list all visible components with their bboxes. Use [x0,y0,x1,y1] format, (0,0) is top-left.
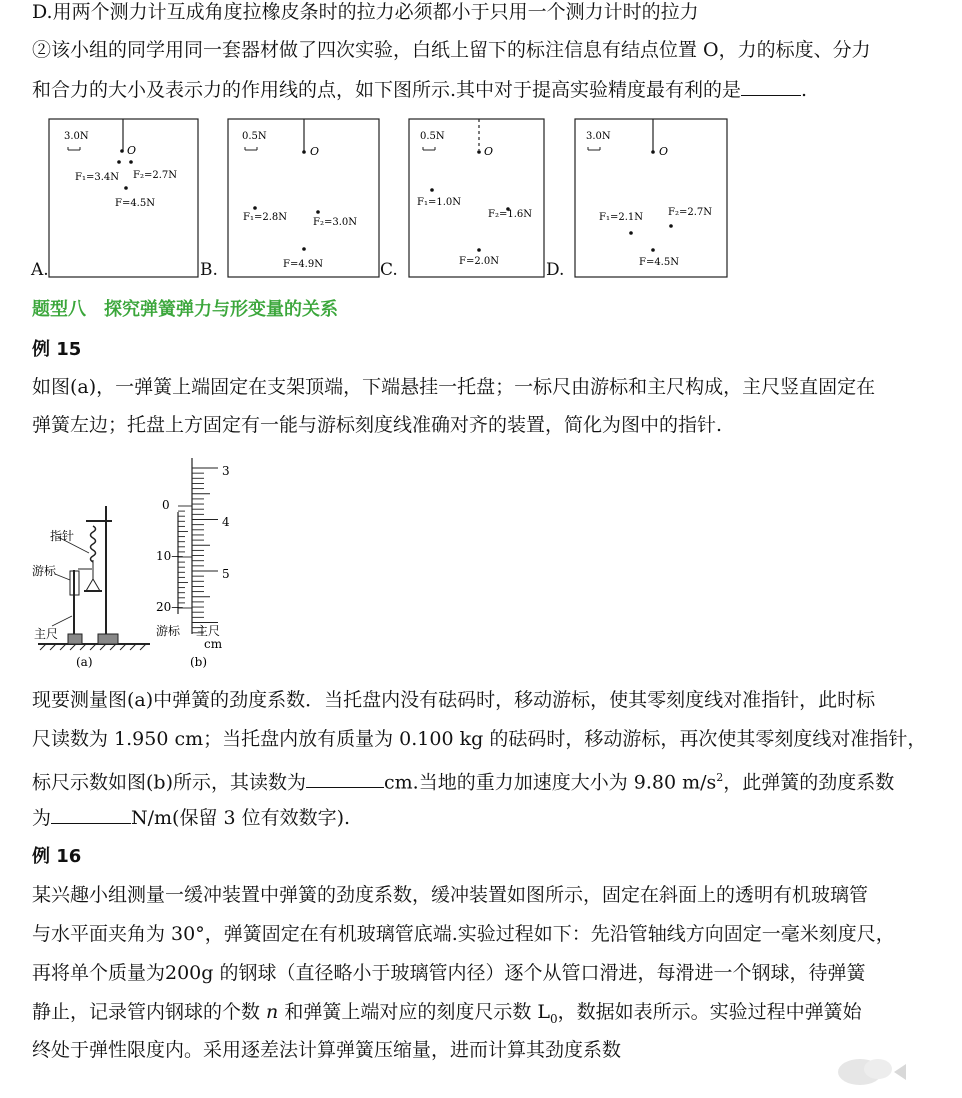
example-15-para-1: 如图(a)，一弹簧上端固定在支架顶端，下端悬挂一托盘；一标尺由游标和主尺构成，主尺竖直固定在 [32,376,876,398]
figure-a-vernier-label: 游标 [32,564,57,578]
ex15-p5-sup: 2 [716,771,724,784]
example-15-para-5 [32,766,894,794]
figure-b-vernier-tick-0: 0 [162,498,170,512]
option-d-scale-label: 3.0N [586,131,611,142]
option-c-f2-label: F₂=1.6N [488,209,532,220]
option-c-label[interactable]: C. [380,260,398,280]
figure-a-caption: (a) [76,655,93,669]
figure-a-pointer-label: 指针 [50,529,75,543]
q2-period: . [801,79,808,101]
option-d-f-label: F=4.5N [639,257,679,268]
option-b-f1-label: F₁=2.8N [243,212,287,223]
option-b-label[interactable]: B. [200,260,218,280]
option-a-f-label: F=4.5N [115,198,155,209]
option-b-diagram [228,119,379,277]
figure-b-main-label: 主尺 [196,624,221,638]
option-b-f-label: F=4.9N [283,259,323,270]
option-d-f2-label: F₂=2.7N [668,207,712,218]
figure-b-main-tick-5: 5 [222,567,230,581]
ex16-p4-sub: 0 [550,1011,558,1026]
option-c-diagram [409,119,544,277]
option-b-o-label: O [310,145,320,158]
option-c-scale-label: 0.5N [420,131,445,142]
example-15-para-4: 尺读数为 1.950 cm；当托盘内放有质量为 0.100 kg 的砝码时，移动游标，再次使其零刻度线对准指针， [32,728,927,750]
ex15-p6-b: N/m(保留 3 位有效数字). [131,807,351,829]
option-b-f2-label: F₂=3.0N [313,217,357,228]
answer-blank-stiffness[interactable] [51,805,131,824]
option-d-f1-label: F₁=2.1N [599,212,643,223]
answer-blank-q2[interactable] [741,77,801,96]
ex16-p4-c: 和弹簧上端对应的刻度尺示数 L [278,1001,550,1023]
option-d-diagram [575,119,727,277]
section-title: 题型八 探究弹簧弹力与形变量的关系 [32,299,338,320]
example-16-para-3: 再将单个质量为200g 的钢球（直径略小于玻璃管内径）逐个从管口滑进，每滑进一个钢球，待弹簧 [32,962,866,984]
figure-b-main-tick-4: 4 [222,515,230,529]
ex15-p5-b: cm.当地的重力加速度大小为 9.80 m/s [384,771,717,794]
example-15-para-6 [32,805,350,830]
example-16-para-4 [32,1000,862,1031]
option-d-text: D.用两个测力计互成角度拉橡皮条时的拉力必须都小于只用一个测力计时的拉力 [32,1,699,23]
example-16-title: 例 16 [32,846,82,867]
figure-b-unit-label: cm [204,637,223,651]
question-2-line-1: ②该小组的同学用同一套器材做了四次实验，白纸上留下的标注信息有结点位置 O，力的标度、分力 [32,39,871,61]
watermark-logo [832,1054,942,1092]
option-a-diagram [49,119,198,277]
option-d-o-label: O [659,145,669,158]
figure-b-vernier-tick-20: 20— [156,600,184,614]
example-15-para-3: 现要测量图(a)中弹簧的劲度系数．当托盘内没有砝码时，移动游标，使其零刻度线对准指针，此时标 [32,689,876,711]
option-a-o-label: O [127,144,137,157]
option-c-f1-label: F₁=1.0N [417,197,461,208]
figure-b-caption: (b) [190,655,208,669]
answer-blank-reading[interactable] [306,769,384,788]
option-a-f1-label: F₁=3.4N [75,172,119,183]
ex15-p5-a: 标尺示数如图(b)所示，其读数为 [32,771,306,794]
figure-a-apparatus [32,506,150,669]
example-15-para-2: 弹簧左边；托盘上方固定有一能与游标刻度线准确对齐的装置，简化为图中的指针. [32,414,723,436]
figure-b-main-tick-3: 3 [222,464,230,478]
question-2-line-2-text: 和合力的大小及表示力的作用线的点，如下图所示.其中对于提高实验精度最有利的是 [32,79,742,101]
option-a-scale-label: 3.0N [64,131,89,142]
option-c-o-label: O [484,145,494,158]
example-15-title: 例 15 [32,339,82,360]
force-diagrams [30,116,760,282]
example-16-para-5: 终处于弹性限度内。采用逐差法计算弹簧压缩量，进而计算其劲度系数 [32,1039,622,1061]
figure-a-main-scale-label: 主尺 [34,627,59,641]
option-d-label[interactable]: D. [546,260,565,280]
figure-b-vernier-tick-10: 10— [156,549,184,563]
figure-b-vernier-label: 游标 [156,624,181,638]
ex16-p4-a: 静止，记录管内钢球的个数 [32,1001,267,1023]
option-a-f2-label: F₂=2.7N [133,170,177,181]
figure-a-b [30,454,250,674]
option-c-f-label: F=2.0N [459,256,499,267]
example-16-para-2: 与水平面夹角为 30°，弹簧固定在有机玻璃管底端.实验过程如下：先沿管轴线方向固定一毫米刻度尺， [32,923,895,945]
option-a-label[interactable]: A. [31,260,49,280]
example-16-para-1: 某兴趣小组测量一缓冲装置中弹簧的劲度系数，缓冲装置如图所示，固定在斜面上的透明有机玻璃管 [32,884,869,906]
ex16-p4-n: n [266,1001,279,1023]
question-2-line-2 [32,77,807,102]
ex15-p6-a: 为 [32,807,52,829]
ex15-p5-c: ，此弹簧的劲度系数 [723,771,895,794]
figure-b-scales [156,458,230,669]
option-b-scale-label: 0.5N [242,131,267,142]
ex16-p4-e: ，数据如表所示。实验过程中弹簧始 [557,1001,862,1023]
